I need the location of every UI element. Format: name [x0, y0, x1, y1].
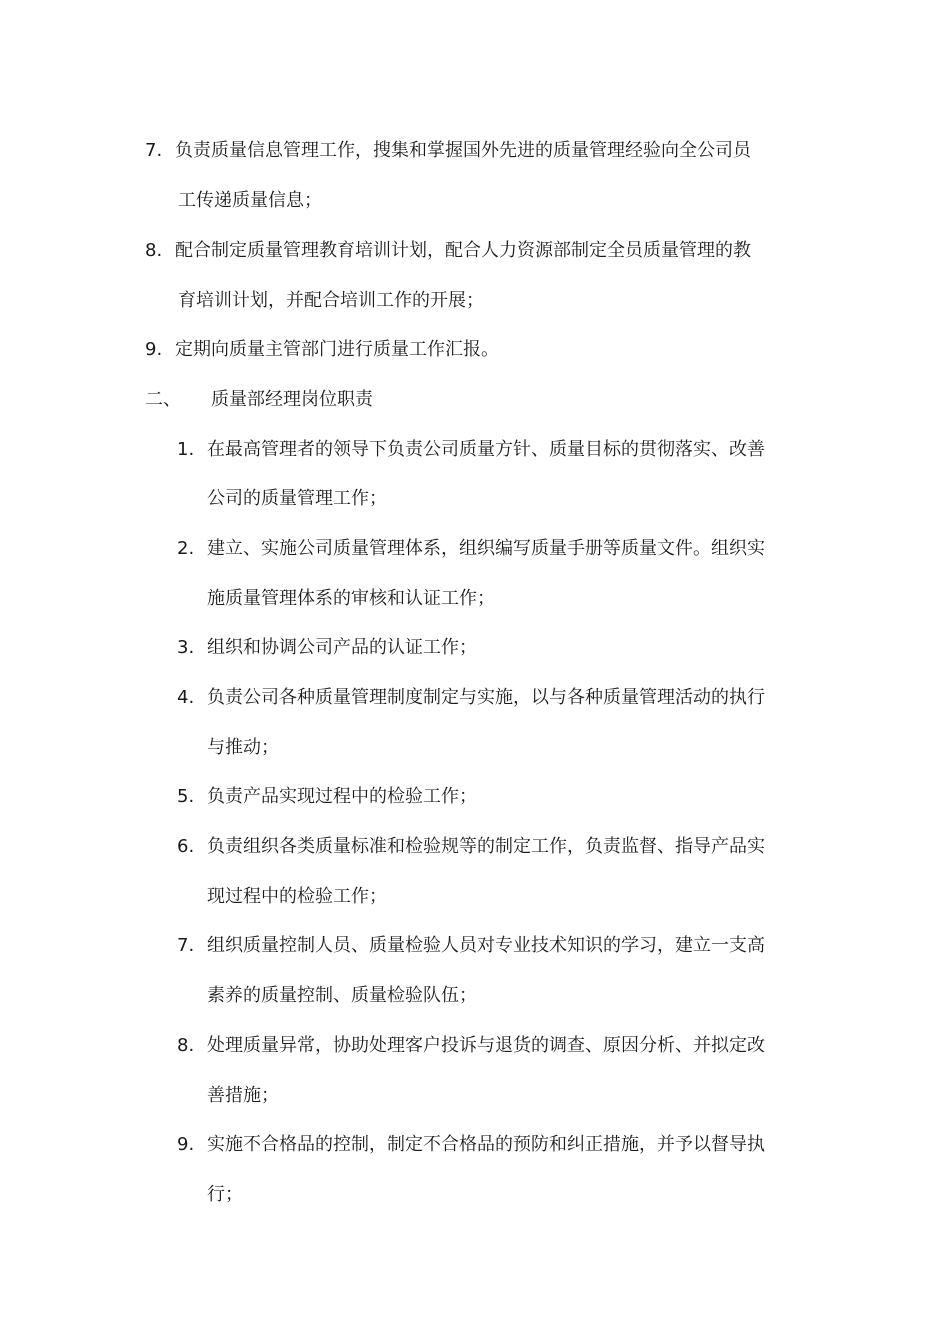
- item-continuation: 善措施；: [207, 1085, 279, 1106]
- list-item: [177, 822, 765, 872]
- item-continuation: 素养的质量控制、质量检验队伍；: [207, 985, 477, 1006]
- item-text: 处理质量异常，协助处理客户投诉与退货的调查、原因分析、并拟定改: [207, 1035, 765, 1056]
- item-text: 实施不合格品的控制，制定不合格品的预防和纠正措施，并予以督导执: [207, 1134, 765, 1155]
- section-heading: [145, 375, 373, 425]
- item-number: 8.: [177, 1035, 195, 1056]
- item-text: 负责产品实现过程中的检验工作；: [207, 786, 477, 807]
- item-continuation: 工传递质量信息；: [178, 190, 322, 211]
- item-text: 负责组织各类质量标准和检验规等的制定工作，负责监督、指导产品实: [207, 836, 765, 857]
- item-number: 3.: [177, 637, 195, 658]
- item-text: 负责质量信息管理工作，搜集和掌握国外先进的质量管理经验向全公司员: [175, 140, 751, 161]
- list-item: [177, 1021, 765, 1071]
- list-item: [145, 325, 499, 375]
- item-continuation: 施质量管理体系的审核和认证工作；: [207, 588, 495, 609]
- item-number: 9.: [177, 1134, 195, 1155]
- list-item: [177, 673, 765, 723]
- item-number: 4.: [177, 687, 195, 708]
- item-number: 5.: [177, 786, 195, 807]
- item-continuation: 公司的质量管理工作；: [207, 488, 387, 509]
- item-text: 负责公司各种质量管理制度制定与实施，以与各种质量管理活动的执行: [207, 687, 765, 708]
- list-item: [145, 126, 751, 176]
- list-item: [177, 623, 477, 673]
- item-continuation: 行；: [207, 1184, 243, 1205]
- item-number: 6.: [177, 836, 195, 857]
- item-number: 8.: [145, 240, 163, 261]
- item-text: 组织和协调公司产品的认证工作；: [207, 637, 477, 658]
- item-continuation: 现过程中的检验工作；: [207, 886, 387, 907]
- item-number: 2.: [177, 538, 195, 559]
- section-number: 二、: [145, 389, 181, 410]
- item-number: 7.: [145, 140, 163, 161]
- item-text: 组织质量控制人员、质量检验人员对专业技术知识的学习，建立一支高: [207, 935, 765, 956]
- list-item: [177, 425, 765, 475]
- item-number: 9.: [145, 339, 163, 360]
- list-item: [145, 226, 751, 276]
- list-item: [177, 524, 765, 574]
- item-continuation: 育培训计划，并配合培训工作的开展；: [178, 290, 484, 311]
- item-number: 1.: [177, 439, 195, 460]
- item-text: 在最高管理者的领导下负责公司质量方针、质量目标的贯彻落实、改善: [207, 439, 765, 460]
- item-text: 配合制定质量管理教育培训计划，配合人力资源部制定全员质量管理的教: [175, 240, 751, 261]
- list-item: [177, 772, 477, 822]
- item-text: 定期向质量主管部门进行质量工作汇报。: [175, 339, 499, 360]
- item-continuation: 与推动；: [207, 737, 279, 758]
- list-item: [177, 1120, 765, 1170]
- item-number: 7.: [177, 935, 195, 956]
- item-text: 建立、实施公司质量管理体系，组织编写质量手册等质量文件。组织实: [207, 538, 765, 559]
- section-title: 质量部经理岗位职责: [211, 389, 373, 410]
- list-item: [177, 921, 765, 971]
